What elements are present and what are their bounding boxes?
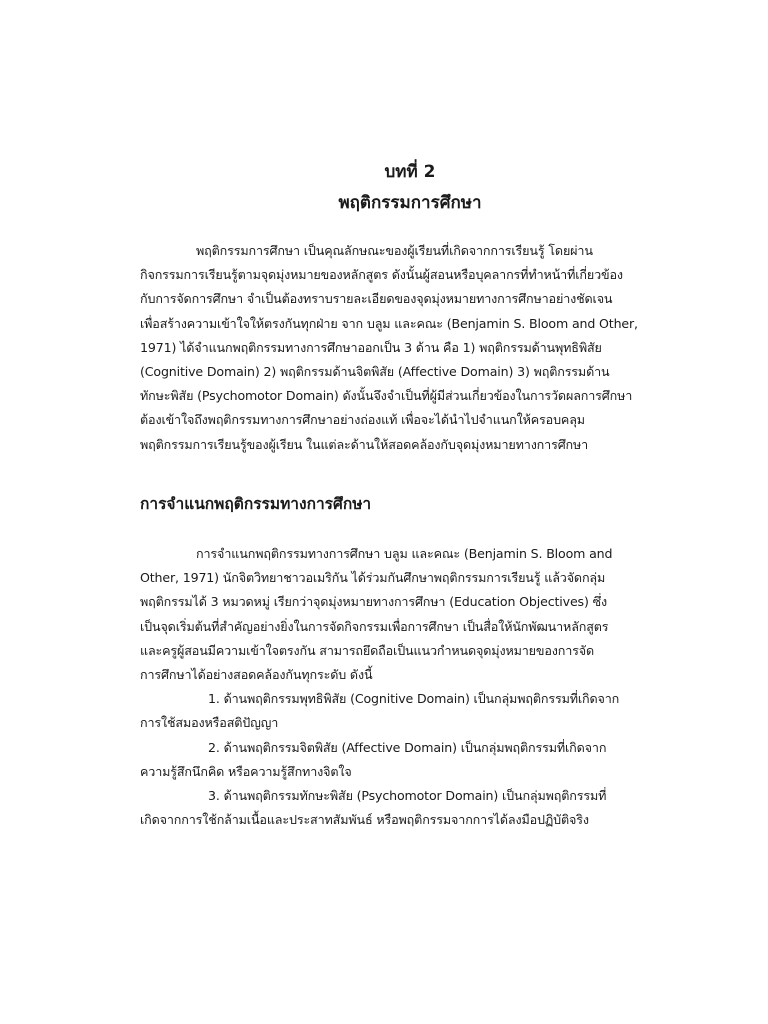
intro-paragraph [140,239,676,457]
paragraph-line: เป็นจุดเริ่มต้นที่สำคัญอย่างยิ่งในการจัดกิจกรรมเพื่อการศึกษา เป็นสื่อให้นักพัฒนาหลักสูตร [140,618,609,634]
list-item-line: 3. ด้านพฤติกรรมทักษะพิสัย (Psychomotor Domain) เป็นกลุ่มพฤติกรรมที่ [208,787,607,803]
list-item-line: 1. ด้านพฤติกรรมพุทธิพิสัย (Cognitive Domain) เป็นกลุ่มพฤติกรรมที่เกิดจาก [208,691,620,707]
paragraph-line: กับการจัดการศึกษา จำเป็นต้องทราบรายละเอียดของจุดมุ่งหมายทางการศึกษาอย่างชัดเจน [140,291,613,307]
paragraph-line: ต้องเข้าใจถึงพฤติกรรมทางการศึกษาอย่างถ่องแท้ เพื่อจะได้นำไปจำแนกให้ครอบคลุม [140,412,585,428]
paragraph-line: การจำแนกพฤติกรรมทางการศึกษา บลูม และคณะ (Benjamin S. Bloom and [196,546,613,561]
paragraph-line: (Cognitive Domain) 2) พฤติกรรมด้านจิตพิสัย (Affective Domain) 3) พฤติกรรมด้าน [140,363,610,379]
paragraph-line: เพื่อสร้างความเข้าใจให้ตรงกันทุกฝ่าย จาก บลูม และคณะ (Benjamin S. Bloom and Other, [140,315,638,331]
paragraph-line: พฤติกรรมการเรียนรู้ของผู้เรียน ในแต่ละด้านให้สอดคล้องกับจุดมุ่งหมายทางการศึกษา [140,436,589,452]
paragraph-line: ทักษะพิสัย (Psychomotor Domain) ดังนั้นจึงจำเป็นที่ผู้มีส่วนเกี่ยวข้องในการวัดผลการศึกษา [140,388,633,404]
list-item-line: ความรู้สึกนึกคิด หรือความรู้สึกทางจิตใจ [140,763,352,779]
paragraph-line: 1971) ได้จำแนกพฤติกรรมทางการศึกษาออกเป็น 3 ด้าน คือ 1) พฤติกรรมด้านพุทธิพิสัย [140,339,602,355]
paragraph-line: กิจกรรมการเรียนรู้ตามจุดมุ่งหมายของหลักสูตร ดังนั้นผู้สอนหรือบุคลากรที่ทำหน้าที่เกี่ยวข้อง [140,267,623,283]
paragraph-line: การศึกษาได้อย่างสอดคล้องกันทุกระดับ ดังนี้ [140,666,373,682]
paragraph-line: Other, 1971) นักจิตวิทยาชาวอเมริกัน ได้ร่วมกันศึกษาพฤติกรรมการเรียนรู้ แล้วจัดกลุ่ม [140,570,606,586]
section-heading: การจำแนกพฤติกรรมทางการศึกษา [140,495,372,513]
paragraph-line: พฤติกรรมได้ 3 หมวดหมู่ เรียกว่าจุดมุ่งหมายทางการศึกษา (Education Objectives) ซึ่ง [140,594,607,610]
list-item-line: เกิดจากการใช้กล้ามเนื้อและประสาทสัมพันธ์ หรือพฤติกรรมจากการได้ลงมือปฏิบัติจริง [140,812,589,828]
chapter-title: พฤติกรรมการศึกษา [338,193,482,213]
list-item-line: 2. ด้านพฤติกรรมจิตพิสัย (Affective Domain) เป็นกลุ่มพฤติกรรมที่เกิดจาก [208,739,607,755]
paragraph-line: และครูผู้สอนมีความเข้าใจตรงกัน สามารถยึดถือเป็นแนวกำหนดจุดมุ่งหมายของการจัด [140,642,595,658]
section-paragraph [140,542,676,832]
paragraph-line: พฤติกรรมการศึกษา เป็นคุณลักษณะของผู้เรียนที่เกิดจากการเรียนรู้ โดยผ่าน [196,243,593,258]
list-item-line: การใช้สมองหรือสติปัญญา [140,715,279,731]
chapter-number: บทที่ 2 [384,162,436,182]
